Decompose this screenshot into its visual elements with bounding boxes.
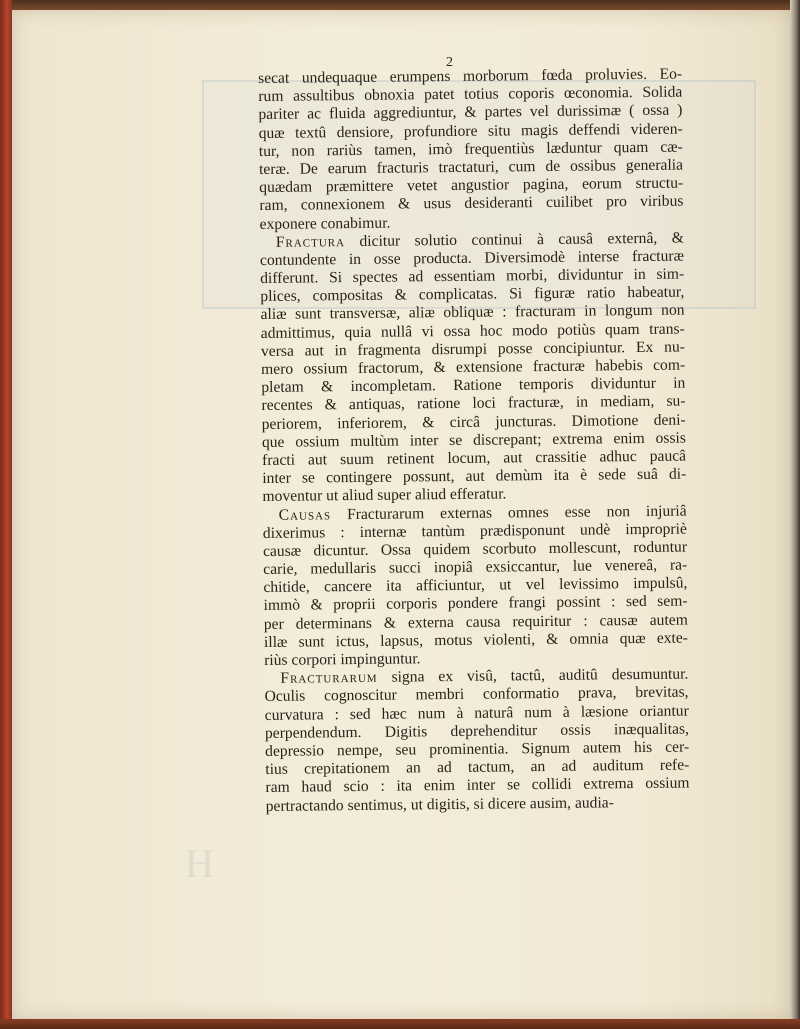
page-number: 2 [446, 55, 453, 70]
text-line: que ossium multùm inter se discrepant; extrema enim ossis [261, 429, 686, 451]
text-line: admittimus, quia nullâ vi ossa hoc modo potiùs quam trans- [260, 320, 685, 342]
book-binding-top [0, 0, 800, 10]
text-line: illæ sunt ictus, lapsus, motus violenti, & omnia quæ exte- [263, 629, 689, 651]
paragraph [260, 229, 687, 506]
book-binding-left [0, 0, 12, 1029]
text-line-content: signa ex visû, tactû, auditû desumuntur. [377, 665, 689, 686]
book-binding-bottom [0, 1019, 800, 1029]
text-line: mero ossium fractorum, & extensione fracturæ habebis com- [261, 356, 686, 378]
text-line: exponere conabimur. [259, 214, 391, 233]
text-line: tius crepitationem an ad tactum, an ad auditum refe- [265, 756, 690, 779]
text-line: immò & proprii corporis pondere frangi possint : sed sem- [263, 592, 688, 615]
text-line: dixerimus : internæ tantùm prædisponunt undè impropriè [262, 520, 687, 542]
paragraph-lead-word: Fracturarum [280, 668, 378, 687]
text-line: pariter ac fluida aggrediuntur, & partes vel durissimæ ( ossa ) [258, 101, 683, 124]
text-line: ram haud scio : ita enim inter se collidi extrema ossium [265, 774, 690, 797]
paragraph-lead-word: Fractura [275, 232, 346, 251]
body-text [258, 66, 690, 816]
text-line: depressio nempe, seu prominentia. Signum autem his cer- [265, 738, 690, 760]
text-line: quædam præmittere vetet angustior pagina, eorum structu- [259, 174, 684, 197]
text-line: carie, medullaris succi inopiâ exsiccantur, lue venereâ, ra- [263, 556, 688, 579]
paragraph-lead-word: Causas [278, 505, 332, 524]
text-line: riùs corpori impinguntur. [264, 650, 421, 669]
paragraph [264, 666, 690, 816]
text-line: recentes & antiquas, ratione loci fracturæ, in mediam, su- [261, 392, 686, 415]
text-line: plices, compositas & complicatas. Si figuræ ratio habeatur, [260, 283, 685, 306]
text-line-content: Fracturarum externas omnes esse non injuriâ [331, 502, 687, 523]
text-line: moventur ut aliud super aliud efferatur. [262, 485, 507, 506]
text-line: tur, non rariùs tamen, imò frequentiùs læduntur quam cæ- [258, 138, 683, 160]
book-binding-right [790, 0, 800, 1029]
text-line: differunt. Si spectes ad essentiam morbi, dividuntur in sim- [260, 265, 685, 288]
text-line: quæ textû densiore, profundiore situ magis deffendi videren- [258, 120, 683, 142]
text-line: perpendendum. Digitis deprehenditur ossis inæqualitas, [264, 720, 690, 742]
text-line: chitide, cancere ita afficiuntur, ut vel levissimo impulsû, [263, 574, 688, 597]
text-line: curvatura : sed hæc num à naturâ num à læsione oriantur [264, 702, 689, 724]
text-line: pertractando sentimus, ut digitis, si dicere ausim, audia- [265, 793, 614, 815]
text-line: rum assultibus obnoxia patet totius coporis œconomia. Solida [258, 83, 683, 106]
text-line: Oculis cognoscitur membri conformatio prava, brevitas, [264, 683, 689, 706]
show-through-letter: H [185, 841, 214, 886]
text-line: versa aut in fragmenta disrumpi posse concipiuntur. Ex nu- [260, 338, 686, 360]
text-line: secat undequaque erumpens morborum fœda proluvies. Eo- [258, 65, 683, 87]
text-line: periorem, inferiorem, & circâ juncturas. Dimotione deni- [261, 411, 686, 433]
text-line: teræ. De earum fracturis tractaturi, cum de ossibus generalia [258, 156, 684, 178]
text-line-content: dicitur solutio continui à causâ externâ, & [344, 229, 684, 250]
text-line: pletam & incompletam. Ratione temporis dividuntur in [261, 374, 686, 397]
paragraph [258, 66, 684, 234]
paragraph [263, 502, 689, 670]
text-line: fracti aut suum retinent locum, aut crassitie adhuc paucâ [261, 447, 687, 469]
text-line: per determinans & externa causa requiritur : causæ autem [263, 611, 688, 633]
text-line: contundente in osse producta. Diversimodè interse fracturæ [259, 247, 685, 269]
text-line: aliæ sunt transversæ, aliæ obliquæ : fracturam in longum non [260, 301, 685, 324]
text-line: causæ dicuntur. Ossa quidem scorbuto mollescunt, roduntur [262, 538, 688, 560]
text-line: inter se contingere possunt, aut demùm ita è sede suâ di- [262, 465, 687, 488]
text-line: ram, connexionem & usus desideranti cuilibet pro viribus [259, 192, 684, 215]
